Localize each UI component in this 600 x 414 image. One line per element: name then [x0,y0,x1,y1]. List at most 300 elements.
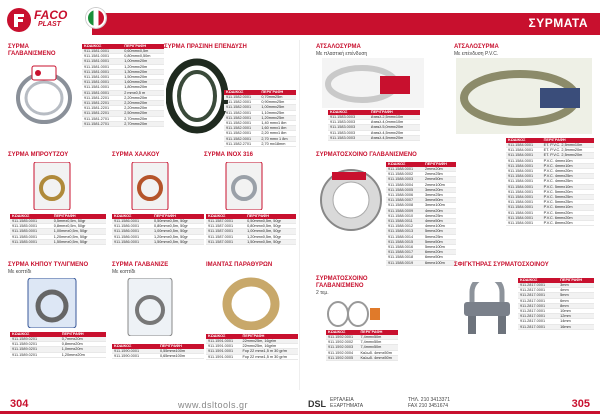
table-row [506,143,594,148]
column-header-desc: ΠΕΡΙΓΡΑΦΗ [240,334,298,339]
product-code: 911.1587.0001 [206,229,245,234]
product-description: 22mmx25m, 16gr/m [240,339,298,344]
product-description: 6mmx20m [423,250,456,255]
galvanized-wire-table [82,44,164,127]
product-code: 911.1584.0001 [506,153,542,158]
product-description: 2mmx100m [423,182,456,187]
product-description: ΕΤ. P.V.C. 2,5mmx20m [542,148,594,153]
product-description: 3mmx50m [423,198,456,203]
product-code: 911.1582.0001 [224,115,259,120]
product-code: 911.2817.0001 [518,319,558,324]
bronze-wire-table [10,214,106,245]
product-code: 911.1588.0019 [386,260,423,265]
steel-wire-pack-image [322,58,424,108]
page-gutter [299,40,300,390]
product-description: 0,8mmx20m [60,342,106,347]
table-row [82,121,164,126]
product-code: 911.1588.0006 [386,193,423,198]
product-code: 911.1592.0002 [326,340,358,345]
product-code: 911.1584.0001 [506,158,542,163]
section-title: ΣΦΙΓΚΤΗΡΑΣ ΣΥΡΜΑΤΟΣΧΟΙΝΟΥ [454,262,549,268]
garden-wire-image [26,278,78,328]
steel-wire-plastic-table [328,110,420,141]
product-code: 911.1581.2701 [82,116,122,121]
product-code: 911.1588.0009 [386,208,423,213]
pvc-wire-table [506,138,594,226]
product-description: 2,70 mmx 1 8m [259,136,296,141]
contact-block [408,398,450,409]
product-code: 911.1586.0001 [112,219,152,224]
table-row [328,135,420,140]
product-description: 1,10mmx25m [259,110,296,115]
product-description: 0,50mmx0,5m, 50gr [152,219,204,224]
product-description: 4mmx25m [423,213,456,218]
product-description: 4mmx50m [423,219,456,224]
product-code: 911.1591.0001 [206,344,240,349]
product-code: 911.1584.0001 [506,215,542,220]
product-description: 0,7mmx20m [60,337,106,342]
product-description: 1,50mmx0,5m, 50gr [245,239,296,244]
product-description: 1,50mmx0,5m, 50gr [152,239,204,244]
product-code: 911.1581.0001 [82,85,122,90]
section-subtitle: Με πλαστική επένδυση [316,51,368,57]
section-title: ΣΥΡΜΑ ΙΝΟΧ 316 [204,152,253,158]
product-code: 911.2817.0001 [518,298,558,303]
page-number-left: 304 [10,398,29,410]
section-inox-wire [204,152,296,159]
bronze-wire-image [30,162,74,210]
product-code: 911.1589.0201 [10,352,60,357]
product-description: 12mm [558,314,594,319]
product-description: 5mmx25m [423,234,456,239]
product-code: 911.1588.0018 [386,255,423,260]
product-description: 2,70mmx20m [122,116,164,121]
column-header-code: ΚΩΔΙΚΟΣ [518,278,558,283]
green-wire-table [224,90,296,147]
product-description: 2,20mmx20m [122,101,164,106]
product-code: 911.1582.0001 [224,136,259,141]
product-description: Ατσαλ.2,5mmx10m [369,115,420,120]
product-code: 911.1583.0003 [328,130,369,135]
section-title: ΣΥΡΜΑ [8,44,29,50]
product-code: 911.1581.2701 [82,121,122,126]
product-code: 911.1588.0012 [386,224,423,229]
section-galvanized-rope [316,152,456,159]
product-code: 911.1583.0003 [328,135,369,140]
product-description: 1,20mmx0,5m, 50gr [152,234,204,239]
product-description: 0,50mmx0,5m, 50gr [245,219,296,224]
product-code: 911.1590.0001 [112,349,158,354]
logo-sub: PLAST [38,21,61,28]
product-code: 911.1583.0003 [328,125,369,130]
product-code: 911.1584.0001 [506,174,542,179]
product-code: 911.1587.0001 [206,239,245,244]
section-title: ΣΥΡΜΑ ΠΡΑΣΙΝΗ ΕΠΕΝΔΥΣΗ [164,44,247,50]
product-description: P.V.C. 6mmx20m [542,210,594,215]
galvanized-rope-table [386,162,456,266]
product-description: 1,20mmx0,5m, 50gr [52,234,106,239]
section-title: ΑΤΣΑΛΟΣΥΡΜΑ [316,44,361,50]
product-description: 1,30mmx20m [122,69,164,74]
product-description: 0,90mmx25m [259,100,296,105]
product-code: 911.1584.0001 [506,205,542,210]
table-row [506,148,594,153]
table-row [326,350,398,355]
product-description: P.V.C. 5mmx20m [542,189,594,194]
product-code: 911.1588.0010 [386,213,423,218]
product-code: 911.1586.0001 [112,229,152,234]
product-description: 6mmx50m [423,255,456,260]
product-code: 911.1592.0005 [326,355,358,360]
table-row [112,354,204,359]
product-code: 911.1584.0001 [506,210,542,215]
product-code: 911.1588.0013 [386,229,423,234]
column-header-code: ΚΩΔΙΚΟΣ [206,214,245,219]
product-description: P.V.C. 4mmx25m [542,179,594,184]
product-description: 1,20mmx0,5m, 50gr [245,234,296,239]
product-description: P.V.C. 5mmx25m [542,200,594,205]
section-green-coated-wire [164,44,294,51]
product-description: 2mmx50m [423,177,456,182]
product-code: 911.1589.0201 [10,337,60,342]
product-code: 911.1584.0001 [506,221,542,226]
product-code: 911.1583.0003 [328,115,369,120]
product-description: 2,70mmx20m [122,121,164,126]
table-row [10,239,106,244]
product-description: 5mmx50m [423,239,456,244]
product-description: 22mmx25m, 16gr/m [240,344,298,349]
product-code: 911.1584.0001 [506,148,542,153]
section-copper-wire [112,152,202,159]
product-description: 14mm [558,319,594,324]
product-code: 911.1587.0001 [206,234,245,239]
product-description: P.V.C. 4mmx20m [542,169,594,174]
product-description: 5mm [558,293,594,298]
product-description: 1,00mmx25m [259,105,296,110]
section-steel-wire-pvc [454,44,594,57]
product-code: 911.1581.0001 [82,54,122,59]
product-code: 911.1588.0001 [386,167,423,172]
page-number-right: 305 [571,398,590,410]
galvanize-wire-image [126,278,174,336]
product-code: 911.1582.0001 [224,105,259,110]
product-description: 6mm [558,298,594,303]
product-code: 911.1586.0001 [112,234,152,239]
column-header-code: ΚΩΔΙΚΟΣ [506,138,542,143]
product-code: 911.1588.0008 [386,203,423,208]
product-description: 7,4mmx50m [358,345,398,350]
faco-logo [6,6,86,34]
product-code: 911.1584.0001 [506,179,542,184]
product-description: 2,20mmx20m [122,106,164,111]
product-description: 5mmx20m [423,229,456,234]
column-header-desc: ΠΕΡΙΓΡΑΦΗ [52,214,106,219]
product-description: 16mm [558,324,594,329]
product-code: 911.1586.0001 [112,239,152,244]
rope-reel-image [318,164,384,236]
product-code: 911.1584.0001 [506,200,542,205]
section-title-2: ΓΑΛΒΑΝΙΣΜΕΝΟ [8,51,56,57]
product-description: 2,20mmx20m [122,95,164,100]
product-code: 911.1581.0001 [82,69,122,74]
product-description: P.V.C. 6mmx10m [542,205,594,210]
phone: ΤΗΛ. 210 3413371 [408,397,450,403]
section-subtitle: Με επένδυση P.V.C. [454,51,499,57]
column-header-desc: ΠΕΡΙΓΡΑΦΗ [158,344,204,349]
product-description: 1,00mmx0,5m, 50gr [152,229,204,234]
product-code: 911.1585.0001 [10,229,52,234]
footer [0,392,600,414]
table-row [518,324,594,329]
product-code: 911.2817.0001 [518,314,558,319]
header [0,0,600,40]
galvanized-rope-2-table [326,330,398,361]
website-link[interactable]: www.dsltools.gr [178,400,249,410]
product-code: 911.1582.2701 [224,141,259,146]
product-code: 911.1586.0001 [112,224,152,229]
product-description: 7,4mmx50m [358,335,398,340]
product-code: 911.2817.0001 [518,303,558,308]
copper-wire-image [128,162,172,210]
product-description: P.V.C. 5mmx10m [542,184,594,189]
column-header-desc: ΠΕΡΙΓΡΑΦΗ [558,278,594,283]
inox-wire-table [206,214,296,245]
product-code: 911.2817.0001 [518,309,558,314]
column-header-code: ΚΩΔΙΚΟΣ [386,162,423,167]
product-code: 911.1582.0001 [224,95,259,100]
fax: FAX 210 3451674 [408,402,449,409]
product-code: 911.1589.0201 [10,342,60,347]
product-code: 911.1581.2201 [82,106,122,111]
product-code: 911.1581.0001 [82,64,122,69]
product-code: 911.1584.0001 [506,163,542,168]
column-header-desc: ΠΕΡΙΓΡΑΦΗ [60,332,106,337]
product-description: Ατσαλ.5,0mmx20m [369,125,420,130]
product-description: 6mmx100m [423,260,456,265]
product-code: 911.1587.0001 [206,219,245,224]
table-row [326,355,398,360]
product-code: 911.1582.0001 [224,131,259,136]
pvc-wire-pack-image [456,58,592,134]
product-description: 2mmx25m [423,172,456,177]
table-row [112,239,204,244]
product-description: 5mmx100m [423,245,456,250]
product-code: 911.1592.0003 [326,345,358,350]
table-row [206,349,298,354]
column-header-desc: ΠΕΡΙΓΡΑΦΗ [369,110,420,115]
section-bronze-wire [8,152,108,159]
product-code: 911.1588.0015 [386,239,423,244]
product-code: 911.1584.0001 [506,189,542,194]
rope-clamp-image [454,282,520,348]
section-steel-wire-plastic [316,44,416,57]
product-description: 2 mmx0,5 m [122,90,164,95]
product-code: 911.1584.0001 [506,184,542,189]
page-title: ΣΥΡΜΑΤΑ [528,16,588,30]
product-description: 2mmx20m [423,167,456,172]
product-code: 911.2817.0001 [518,324,558,329]
distributor-line-2: ΕΞΑΡΤΗΜΑΤΑ [330,402,364,409]
product-code: 911.1588.0007 [386,198,423,203]
section-garden-wire [8,262,108,275]
product-code: 911.1584.0001 [506,169,542,174]
product-description: 4mm [558,288,594,293]
table-row [206,239,296,244]
product-code: 911.1582.0001 [224,110,259,115]
product-code: 911.1582.0001 [224,100,259,105]
product-description: 2,50mmx20m [122,111,164,116]
distributor-line-1: ΕΡΓΑΛΕΙΑ [330,397,354,403]
product-code: 911.1581.2201 [82,101,122,106]
product-code: 911.1582.0001 [224,121,259,126]
rope-loops-image [324,298,384,330]
window-strap-table [206,334,298,360]
column-header-desc: ΠΕΡΙΓΡΑΦΗ [152,214,204,219]
inox-wire-image [222,162,266,210]
product-description: 0,55mmx100m [158,349,204,354]
galvanize-wire-table [112,344,204,359]
product-description: 0,60mmx0,5m [122,49,164,54]
product-description: 10mm [558,309,594,314]
section-title-2: ΓΑΛΒΑΝΙΣΜΕΝΟ [316,283,364,289]
product-description: 0,80mmx0,5m, 50gr [152,224,204,229]
product-code: 911.1587.0001 [206,224,245,229]
product-description: 0,80mmx0,50m [122,54,164,59]
table-row [206,354,298,359]
product-code: 911.1589.0201 [10,347,60,352]
product-description: P.V.C. 4mmx25m [542,174,594,179]
table-row [506,221,594,226]
product-description: 3mm [558,283,594,288]
column-header-code: ΚΩΔΙΚΟΣ [112,214,152,219]
title-band [92,13,600,35]
section-subtitle: Με κοπτίδι [8,269,32,275]
product-description: 0,65mmx100m [158,354,204,359]
product-code: 911.1585.0001 [10,239,52,244]
section-title: ΣΥΡΜΑ ΚΗΠΟΥ ΤΥΛΙΓΜΕΝΟ [8,262,89,268]
column-header-desc: ΠΕΡΙΓΡΑΦΗ [122,44,164,49]
product-description: 8mm [558,303,594,308]
product-description: 4mmx100m [423,224,456,229]
product-description: 4mmx20m [423,208,456,213]
product-description: 2,20 mmx1 8m [259,131,296,136]
column-header-code: ΚΩΔΙΚΟΣ [112,344,158,349]
product-description: 1,20mmx25m [259,115,296,120]
product-description: 1,60mmx20m [122,80,164,85]
product-code: 911.1590.0001 [112,354,158,359]
product-description: Ατσαλ.4,0mmx10m [369,120,420,125]
green-coil-image [166,54,228,134]
product-description: P.V.C. 4mmx10m [542,158,594,163]
product-code: 911.1585.0001 [10,219,52,224]
column-header-code: ΚΩΔΙΚΟΣ [326,330,358,335]
distributor-block [330,398,363,409]
product-description: P.V.C. 8mmx20m [542,221,594,226]
product-code: 911.1583.0003 [328,120,369,125]
product-description: Ατσαλ.4,5mmx20m [369,135,420,140]
section-window-strap [206,262,298,269]
column-header-desc: ΠΕΡΙΓΡΑΦΗ [358,330,398,335]
dsl-logo: DSL [308,399,326,409]
logo-text: FACO [34,8,68,22]
product-code: 911.1591.0001 [206,339,240,344]
product-code: 911.1592.0001 [326,335,358,340]
product-description: P.V.C. 4mmx10m [542,163,594,168]
product-code: 911.1588.0003 [386,177,423,182]
table-row [10,352,106,357]
product-code: 911.1588.0011 [386,219,423,224]
product-code: 911.1591.0001 [206,349,240,354]
product-description: 1,00mmx0,5m, 50gr [245,229,296,234]
product-description: 1,60 mmx1 8m [259,126,296,131]
product-code: 911.1582.0001 [224,126,259,131]
product-description: P.V.C. 5mmx25m [542,195,594,200]
column-header-code: ΚΩΔΙΚΟΣ [10,332,60,337]
column-header-code: ΚΩΔΙΚΟΣ [328,110,369,115]
product-description: 0,5mmx0,5m, 50gr [52,219,106,224]
product-description: 1,40 mmx1 8m [259,121,296,126]
product-description: 1,0mmx20m [60,347,106,352]
product-description: P.V.C. 6mmx20m [542,215,594,220]
column-header-code: ΚΩΔΙΚΟΣ [10,214,52,219]
product-description: 7,4mmx50m [358,340,398,345]
section-rope-clamp [454,262,594,269]
column-header-code: ΚΩΔΙΚΟΣ [206,334,240,339]
section-subtitle: Με κοπτίδι [112,269,136,275]
product-code: 911.2817.0001 [518,293,558,298]
product-code: 911.1584.0001 [506,195,542,200]
product-description: 1,00mmx20m [122,59,164,64]
product-code: 911.1581.0001 [82,49,122,54]
product-description: 1,50mmx0,5m, 50gr [52,239,106,244]
product-code: 911.1581.2201 [82,95,122,100]
product-description: Καλωδ. 4mmx50m [358,355,398,360]
product-code: 911.2817.0001 [518,288,558,293]
product-description: 3mmx25m [423,193,456,198]
product-description: ΕΤ. P.V.C. 2,5mmx10m [542,143,594,148]
section-title: ΣΥΡΜΑ ΓΑΛΒΑΝΙΖΕ [112,262,169,268]
product-description: 1,20mmx20m [60,352,106,357]
product-description: 0,8mmx0,5m, 50gr [52,224,106,229]
galvanized-coil-image [14,62,76,128]
section-title: ΑΤΣΑΛΟΣΥΡΜΑ [454,44,499,50]
product-description: 3mmx100m [423,203,456,208]
table-row [224,141,296,146]
section-galvanized-rope-2 [316,276,396,296]
product-description: 0,70mm25m [259,95,296,100]
product-code: 911.1581.0001 [82,90,122,95]
column-header-desc: ΠΕΡΙΓΡΑΦΗ [259,90,296,95]
table-row [506,153,594,158]
product-code: 911.1588.0004 [386,182,423,187]
product-description: Ατσαλ.4,5mmx20m [369,130,420,135]
product-description: 1,50mmx20m [122,75,164,80]
italy-flag-icon [86,8,106,28]
column-header-desc: ΠΕΡΙΓΡΑΦΗ [423,162,456,167]
product-description: ΕΤ. P.V.C. 2,5mmx20m [542,153,594,158]
product-code: 911.1588.0005 [386,187,423,192]
product-code: 911.1585.0001 [10,234,52,239]
section-title: ΣΥΡΜΑ ΧΑΛΚΟΥ [112,152,160,158]
product-code: 911.1581.0001 [82,59,122,64]
product-description: 3mmx20m [423,187,456,192]
product-code: 911.1581.0001 [82,80,122,85]
column-header-code: ΚΩΔΙΚΟΣ [82,44,122,49]
product-code: 911.1581.2201 [82,111,122,116]
column-header-code: ΚΩΔΙΚΟΣ [224,90,259,95]
copper-wire-table [112,214,204,245]
column-header-desc: ΠΕΡΙΓΡΑΦΗ [245,214,296,219]
